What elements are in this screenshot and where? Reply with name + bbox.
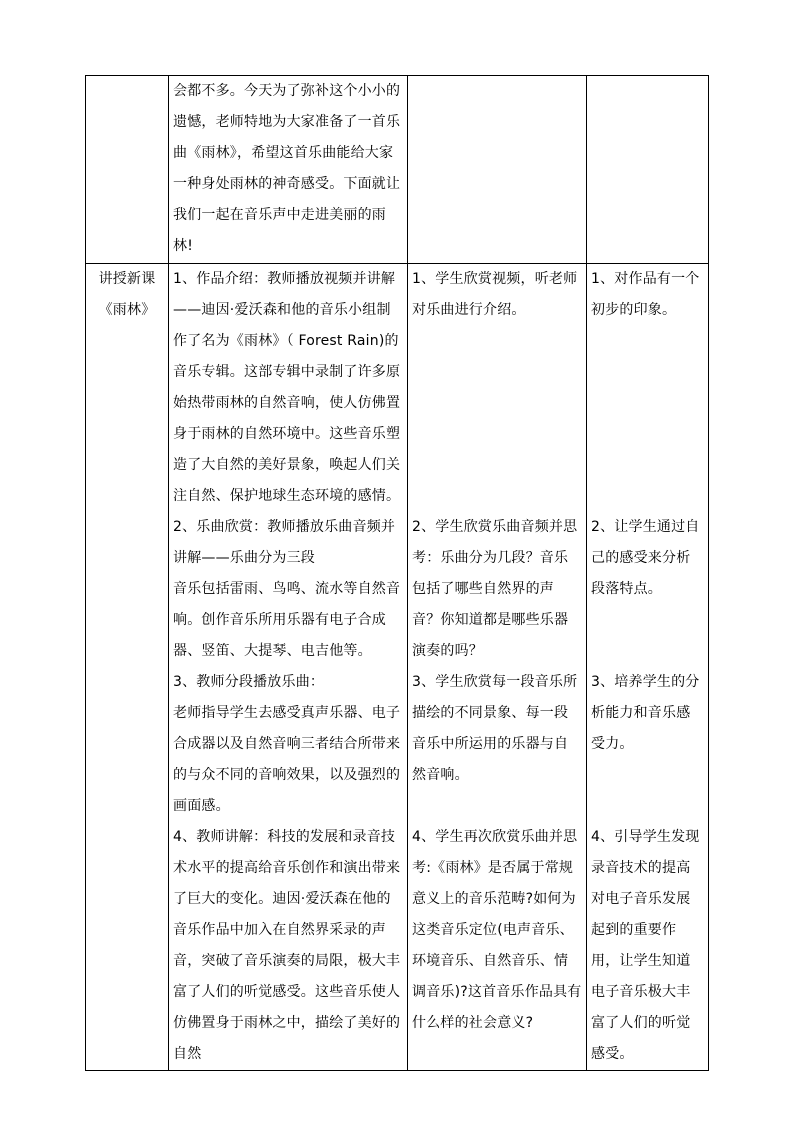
teacher-step-3-detail: 老师指导学生去感受真声乐器、电子合成器以及自然音响三者结合所带来的与众不同的音响效果，以及强烈的画面感。 bbox=[173, 705, 401, 814]
intro-text: 会都不多。今天为了弥补这个小小的遗憾，老师特地为大家准备了一首乐曲《雨林》，希望这首乐曲能给大家一种身处雨林的神奇感受。下面就让我们一起在音乐声中走进美丽的雨林! bbox=[173, 83, 401, 254]
purpose-3: 3、培养学生的分析能力和音乐感受力。 bbox=[591, 674, 700, 752]
student-step-1: 1、学生欣赏视频，听老师对乐曲进行介绍。 bbox=[412, 271, 578, 318]
teacher-step-1: 1、作品介绍：教师播放视频并讲解——迪因·爱沃森和他的音乐小组制作了名为《雨林》（ Forest Rain)的音乐专辑。这部专辑中录制了许多原始热带雨林的自然音响，使人仿佛置身于雨林的自然环境中。这些音乐塑造了大自然的美好景象，唤起人们关注自然、保护地球生态环境的感情。 bbox=[173, 271, 401, 504]
student-step-2: 2、学生欣赏乐曲音频并思考：乐曲分为几段？音乐包括了哪些自然界的声音？你知道都是哪些乐器演奏的吗？ bbox=[412, 519, 578, 659]
student-activity-cell bbox=[408, 264, 587, 1071]
spacer bbox=[591, 326, 704, 512]
spacer bbox=[412, 791, 582, 822]
table-row bbox=[86, 264, 709, 1071]
spacer bbox=[412, 326, 582, 512]
student-activity-cell bbox=[408, 76, 587, 264]
stage-cell bbox=[86, 264, 169, 1071]
table-row bbox=[86, 76, 709, 264]
student-step-3: 3、学生欣赏每一段音乐所描绘的不同景象、每一段音乐中所运用的乐器与自然音响。 bbox=[412, 674, 578, 783]
design-purpose-cell bbox=[587, 264, 709, 1071]
teacher-step-3: 3、教师分段播放乐曲： bbox=[173, 674, 325, 690]
teacher-step-2: 2、乐曲欣赏：教师播放乐曲音频并讲解——乐曲分为三段 bbox=[173, 519, 396, 566]
student-step-4: 4、学生再次欣赏乐曲并思考:《雨林》是否属于常规意义上的音乐范畴?如何为这类音乐定位(电声音乐、环境音乐、自然音乐、情调音乐)?这首音乐作品具有什么样的社会意义? bbox=[412, 829, 582, 1031]
design-purpose-cell bbox=[587, 76, 709, 264]
teacher-step-2-detail: 音乐包括雷雨、鸟鸣、流水等自然音响。创作音乐所用乐器有电子合成器、竖笛、大提琴、电吉他等。 bbox=[173, 581, 401, 659]
purpose-1: 1、对作品有一个初步的印象。 bbox=[591, 271, 700, 318]
stage-cell bbox=[86, 76, 169, 264]
purpose-2: 2、让学生通过自己的感受来分析段落特点。 bbox=[591, 519, 700, 597]
spacer bbox=[591, 760, 704, 822]
teacher-activity-cell bbox=[169, 264, 408, 1071]
purpose-4: 4、引导学生发现录音技术的提高对电子音乐发展起到的重要作用，让学生知道电子音乐极大丰富了人们的听觉感受。 bbox=[591, 829, 700, 1062]
lesson-plan-table bbox=[85, 75, 709, 1071]
teacher-step-4: 4、教师讲解：科技的发展和录音技术水平的提高给音乐创作和演出带来了巨大的变化。迪因·爱沃森在他的音乐作品中加入在自然界采录的声音，突破了音乐演奏的局限，极大丰富了人们的听觉感受。这些音乐使人仿佛置身于雨林之中，描绘了美好的自然 bbox=[173, 829, 401, 1062]
teacher-activity-cell bbox=[169, 76, 408, 264]
spacer bbox=[591, 605, 704, 667]
stage-label: 讲授新课《雨林》 bbox=[98, 271, 156, 318]
